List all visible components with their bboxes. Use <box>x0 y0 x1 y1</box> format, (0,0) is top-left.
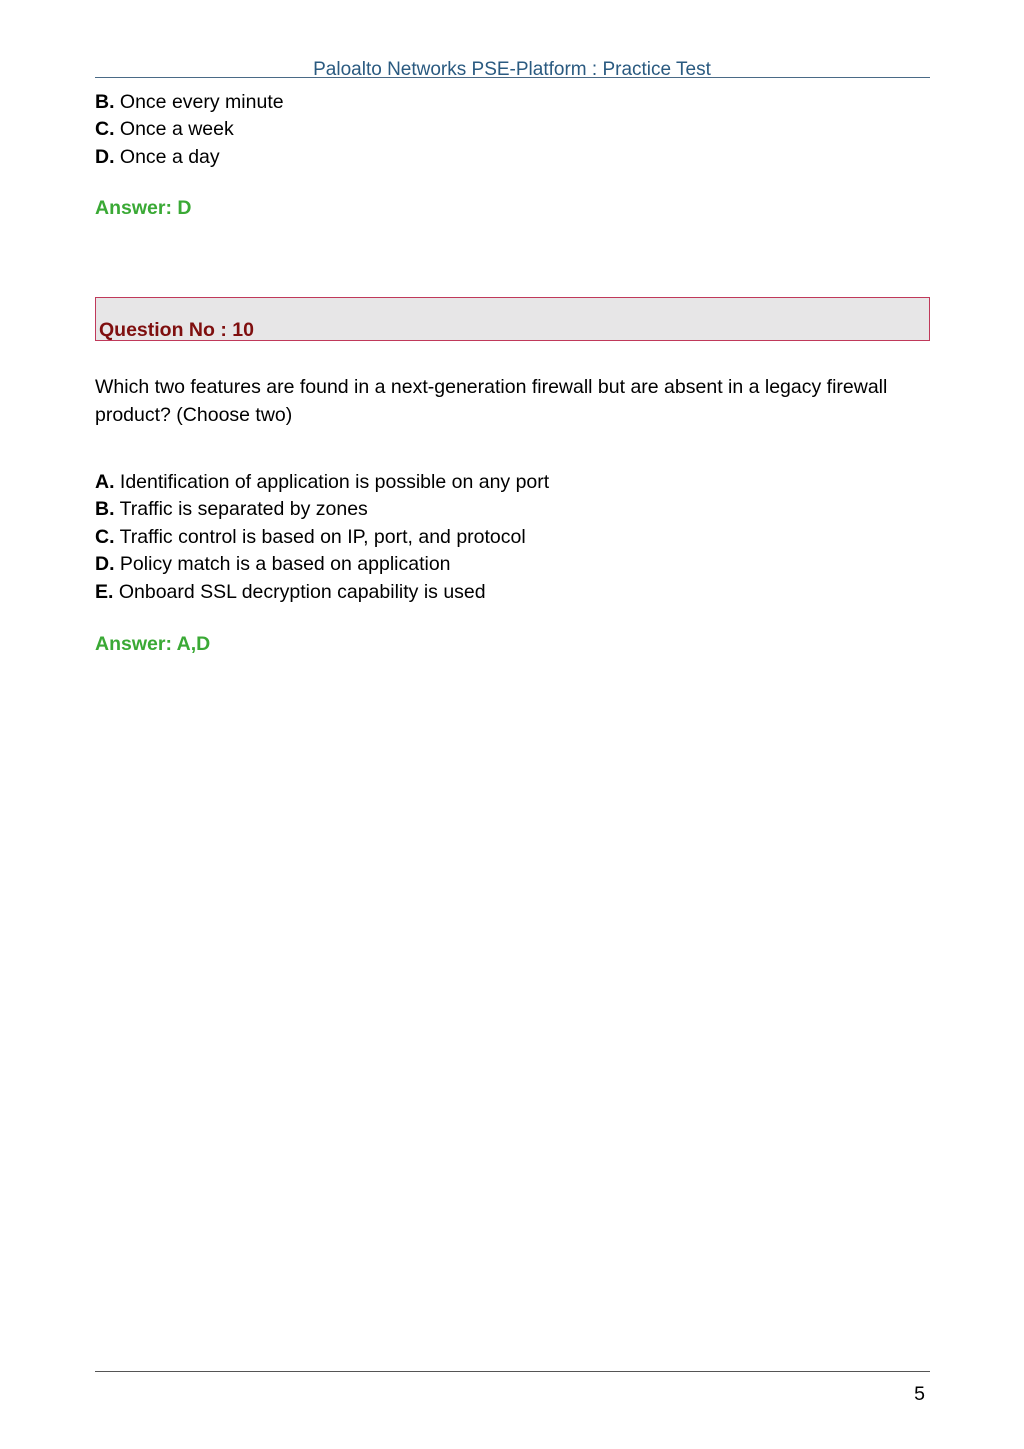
option-c <box>95 525 526 549</box>
option-c <box>95 117 234 141</box>
question-header-box <box>95 297 930 341</box>
option-letter: B. <box>95 91 115 113</box>
option-letter: D. <box>95 553 115 575</box>
option-letter: D. <box>95 146 115 168</box>
option-d <box>95 552 451 576</box>
option-a <box>95 470 549 494</box>
question-number-label: Question No : 10 <box>99 319 254 341</box>
page-number: 5 <box>914 1383 925 1405</box>
question-answer: Answer: A,D <box>95 633 211 655</box>
option-letter: C. <box>95 118 115 140</box>
option-letter: B. <box>95 498 115 520</box>
option-text: Once a week <box>119 118 234 140</box>
option-text: Once every minute <box>119 91 284 113</box>
footer-divider <box>95 1371 930 1372</box>
option-text: Onboard SSL decryption capability is used <box>118 581 486 603</box>
option-d <box>95 145 220 169</box>
option-text: Once a day <box>119 146 220 168</box>
option-text: Identification of application is possible on any port <box>119 471 550 493</box>
previous-answer: Answer: D <box>95 197 192 219</box>
option-letter: E. <box>95 581 114 603</box>
option-letter: A. <box>95 471 115 493</box>
option-letter: C. <box>95 526 115 548</box>
option-text: Traffic control is based on IP, port, and protocol <box>119 526 526 548</box>
option-text: Policy match is a based on application <box>119 553 451 575</box>
option-b <box>95 497 368 521</box>
option-b <box>95 90 284 114</box>
option-text: Traffic is separated by zones <box>119 498 368 520</box>
question-text: Which two features are found in a next-generation firewall but are absent in a legacy firewall product? (Choose two) <box>95 376 888 426</box>
header-divider <box>95 77 930 78</box>
page-header-title: Paloalto Networks PSE-Platform : Practice Test <box>313 59 711 80</box>
option-e <box>95 580 486 604</box>
